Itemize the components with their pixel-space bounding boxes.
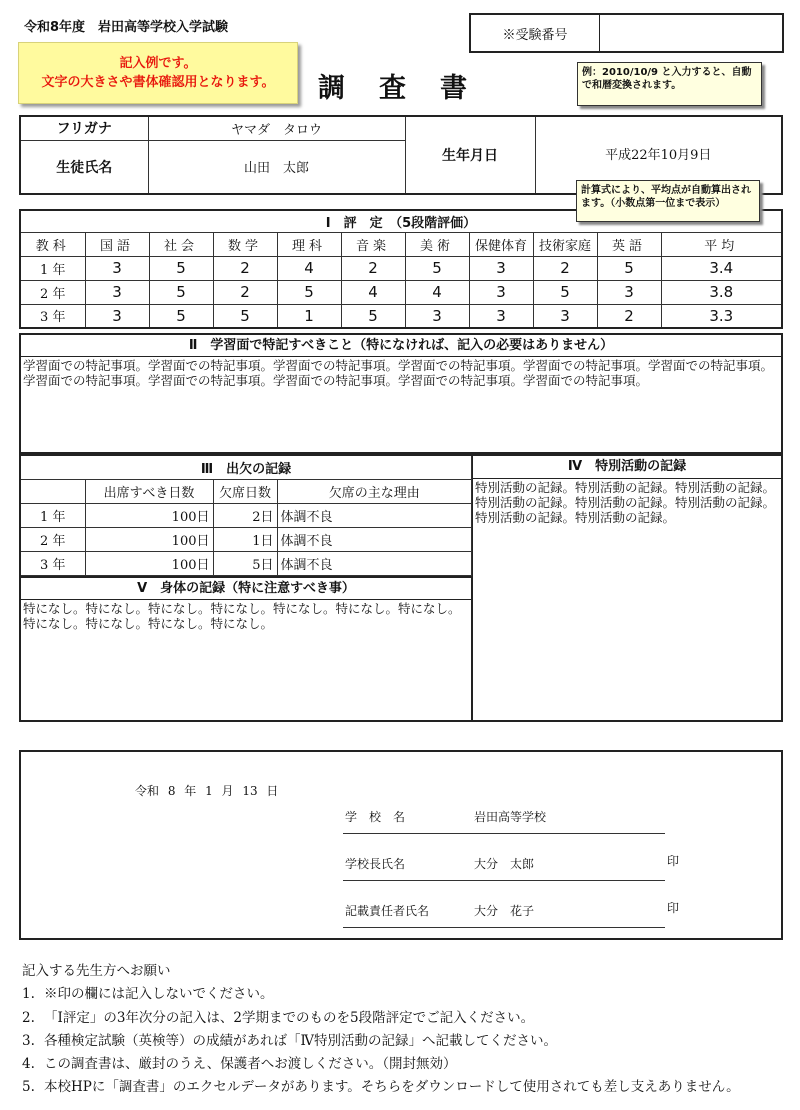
rating-score-cell[interactable]: 5: [597, 256, 661, 280]
rating-section-title: Ⅰ 評 定 （5段階評価）: [20, 210, 782, 232]
note-text: 「Ⅰ評定」の3年次分の記入は、2学期までのものを5段階評定でご記入ください。: [44, 1009, 535, 1026]
example-note-line2: 文字の大きさや書体確認用となります。: [41, 75, 275, 90]
records-section: [19, 454, 783, 722]
rating-year-label: 1 年: [20, 256, 85, 280]
date-hint-comment: 例：2010/10/9 と入力すると、自動で和暦変換されます。: [577, 62, 762, 106]
attendance-year-label: 2 年: [21, 527, 85, 551]
rating-column-header: 平均: [661, 232, 782, 256]
rating-score-cell[interactable]: 2: [597, 304, 661, 328]
rating-score-cell[interactable]: 5: [213, 304, 277, 328]
rating-score-cell[interactable]: 5: [149, 280, 213, 304]
rating-score-cell[interactable]: 4: [277, 256, 341, 280]
exam-number-box: [469, 13, 784, 53]
special-activities-section: [472, 456, 781, 720]
physical-record-title: Ⅴ 身体の記録（特に注意すべき事）: [21, 576, 471, 600]
birthdate-field[interactable]: 平成22年10月9日: [535, 116, 782, 194]
exam-title: 令和8年度 岩田高等学校入学試験: [24, 20, 229, 35]
notes-title: 記入する先生方へお願い: [22, 963, 171, 979]
teacher-name-row: [343, 888, 665, 928]
physical-record-field[interactable]: 特になし。特になし。特になし。特になし。特になし。特になし。特になし。特になし。特になし。特になし。特になし。: [23, 601, 461, 631]
academic-notes-title: Ⅱ 学習面で特記すべきこと（特になければ、記入の必要はありません）: [21, 335, 781, 357]
teacher-name-label: 記載責任者氏名: [345, 904, 430, 918]
rating-score-cell[interactable]: 5: [405, 256, 469, 280]
note-number: 4.: [22, 1056, 35, 1073]
rating-score-cell[interactable]: 2: [213, 280, 277, 304]
rating-score-cell[interactable]: 5: [341, 304, 405, 328]
note-text: 各種検定試験（英検等）の成績があれば「Ⅳ特別活動の記録」へ記載してください。: [44, 1032, 557, 1049]
rating-score-cell[interactable]: 4: [341, 280, 405, 304]
school-name-label: 学 校 名: [345, 810, 406, 824]
signature-box: [19, 750, 783, 940]
rating-column-header: 英語: [597, 232, 661, 256]
furigana-label: フリガナ: [20, 116, 148, 140]
note-item: [22, 1053, 792, 1076]
attendance-row: [21, 527, 472, 551]
rating-score-cell[interactable]: 1: [277, 304, 341, 328]
rating-column-header: 教科: [20, 232, 85, 256]
note-number: 5.: [22, 1079, 35, 1096]
absence-reason-cell[interactable]: 体調不良: [277, 551, 472, 575]
rating-column-header: 技術家庭: [533, 232, 597, 256]
note-number: 2.: [22, 1009, 35, 1026]
required-days-cell[interactable]: 100日: [85, 527, 213, 551]
attendance-row: [21, 551, 472, 575]
principal-seal-mark: 印: [667, 854, 680, 868]
birthdate-label: 生年月日: [405, 116, 535, 194]
note-number: 3.: [22, 1032, 35, 1049]
rating-score-cell[interactable]: 3: [533, 304, 597, 328]
academic-notes-section: [19, 333, 783, 454]
attendance-row: [21, 503, 472, 527]
attendance-year-label: 1 年: [21, 503, 85, 527]
rating-score-cell[interactable]: 4: [405, 280, 469, 304]
note-number: 1.: [22, 986, 35, 1003]
rating-column-header: 保健体育: [469, 232, 533, 256]
rating-score-cell[interactable]: 2: [213, 256, 277, 280]
rating-column-header: 国語: [85, 232, 149, 256]
document-title: 調査書: [318, 73, 501, 104]
rating-score-cell[interactable]: 3: [597, 280, 661, 304]
attendance-table: [21, 456, 472, 576]
absent-days-cell[interactable]: 2日: [213, 503, 277, 527]
school-name-field[interactable]: 岩田高等学校: [474, 810, 547, 824]
absence-reason-cell[interactable]: 体調不良: [277, 503, 472, 527]
attendance-title: Ⅲ 出欠の記録: [21, 456, 472, 479]
rating-score-cell[interactable]: 5: [149, 304, 213, 328]
student-name-label: 生徒氏名: [20, 140, 148, 194]
attendance-column-header: 欠席日数: [213, 479, 277, 503]
rating-score-cell[interactable]: 3: [85, 304, 149, 328]
note-text: この調査書は、厳封のうえ、保護者へお渡しください。（開封無効）: [44, 1056, 457, 1073]
principal-name-label: 学校長氏名: [345, 857, 406, 871]
special-activities-field[interactable]: 特別活動の記録。特別活動の記録。特別活動の記録。特別活動の記録。特別活動の記録。特別活動の記録。特別活動の記録。特別活動の記録。: [475, 480, 776, 525]
absent-days-cell[interactable]: 5日: [213, 551, 277, 575]
rating-column-header: 音楽: [341, 232, 405, 256]
note-item: [22, 1030, 792, 1053]
rating-column-header: 理科: [277, 232, 341, 256]
rating-score-cell[interactable]: 3: [469, 280, 533, 304]
note-item: [22, 1076, 792, 1099]
rating-row: [20, 304, 782, 328]
required-days-cell[interactable]: 100日: [85, 503, 213, 527]
principal-name-field[interactable]: 大分 太郎: [474, 857, 535, 871]
rating-row: [20, 280, 782, 304]
average-hint-comment: 計算式により、平均点が自動算出されます。（小数点第一位まで表示）: [576, 180, 760, 222]
rating-score-cell[interactable]: 2: [341, 256, 405, 280]
attendance-column-header: 出席すべき日数: [85, 479, 213, 503]
note-text: 本校HPに「調査書」のエクセルデータがあります。そちらをダウンロードして使用されても差し支えありません。: [44, 1079, 740, 1096]
absent-days-cell[interactable]: 1日: [213, 527, 277, 551]
attendance-year-label: 3 年: [21, 551, 85, 575]
attendance-column-header: 欠席の主な理由: [277, 479, 472, 503]
rating-average-cell: 3.4: [661, 256, 782, 280]
required-days-cell[interactable]: 100日: [85, 551, 213, 575]
exam-number-label: ※受験番号: [471, 15, 600, 51]
note-item: [22, 983, 792, 1006]
rating-score-cell[interactable]: 3: [469, 304, 533, 328]
attendance-column-header: [21, 479, 85, 503]
rating-average-cell: 3.3: [661, 304, 782, 328]
rating-score-cell[interactable]: 3: [405, 304, 469, 328]
principal-name-row: [343, 841, 665, 881]
rating-score-cell[interactable]: 3: [85, 256, 149, 280]
rating-score-cell[interactable]: 5: [533, 280, 597, 304]
rating-year-label: 3 年: [20, 304, 85, 328]
furigana-field[interactable]: ヤマダ タロウ: [148, 116, 405, 140]
rating-score-cell[interactable]: 3: [85, 280, 149, 304]
academic-notes-field[interactable]: 学習面での特記事項。学習面での特記事項。学習面での特記事項。学習面での特記事項。学習面での特記事項。学習面での特記事項。学習面での特記事項。学習面での特記事項。学習面での特記事項。学習面での特記事項。学習面での特記事項。: [23, 358, 774, 388]
rating-row: [20, 256, 782, 280]
special-activities-title: Ⅳ 特別活動の記録: [473, 456, 781, 479]
note-item: [22, 1007, 792, 1030]
student-name-field[interactable]: 山田 太郎: [148, 140, 405, 194]
example-note-line1: 記入例です。: [119, 56, 197, 71]
exam-number-field[interactable]: [600, 15, 782, 51]
absence-reason-cell[interactable]: 体調不良: [277, 527, 472, 551]
note-text: ※印の欄には記入しないでください。: [44, 986, 274, 1003]
teacher-seal-mark: 印: [667, 901, 680, 915]
school-name-row: [343, 794, 665, 834]
rating-column-header: 数学: [213, 232, 277, 256]
rating-score-cell[interactable]: 5: [149, 256, 213, 280]
example-note: [18, 42, 298, 104]
rating-score-cell[interactable]: 2: [533, 256, 597, 280]
rating-average-cell: 3.8: [661, 280, 782, 304]
physical-record-section: [21, 576, 472, 720]
teacher-name-field[interactable]: 大分 花子: [474, 904, 535, 918]
rating-score-cell[interactable]: 5: [277, 280, 341, 304]
rating-year-label: 2 年: [20, 280, 85, 304]
rating-column-header: 美術: [405, 232, 469, 256]
teacher-notes: [22, 960, 792, 1100]
rating-score-cell[interactable]: 3: [469, 256, 533, 280]
rating-table: [19, 209, 783, 329]
issue-date[interactable]: 令和 8 年 1 月 13 日: [135, 784, 279, 798]
rating-column-header: 社会: [149, 232, 213, 256]
